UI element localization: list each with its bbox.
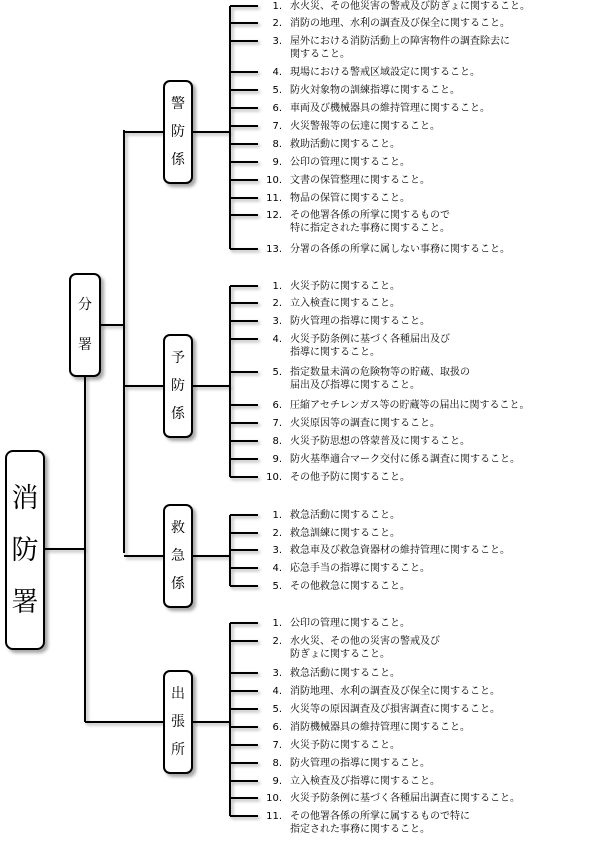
duty-item-number: 4. [272, 563, 282, 574]
section-char: 警 [171, 96, 185, 112]
duty-item-text: 火災予防に関すること。 [290, 740, 400, 751]
duty-item-text: 圧縮アセチレンガス等の貯蔵等の届出に関すること。 [290, 400, 530, 411]
duty-item-text: 指定数量未満の危険物等の貯蔵、取扱の [290, 367, 470, 378]
duty-item-text: 公印の管理に関すること。 [290, 157, 410, 168]
duty-item-number: 6. [272, 722, 282, 733]
section-char: 出 [171, 686, 185, 702]
duty-item-number: 8. [272, 139, 282, 150]
duty-item-number: 9. [272, 157, 282, 168]
section-char: 所 [171, 742, 185, 758]
duty-item-text: 特に指定された事務に関すること。 [290, 223, 450, 234]
duty-item-text: 屋外における消防活動上の障害物件の調査除去に [290, 36, 510, 47]
branch-char: 署 [78, 337, 92, 353]
section-char: 救 [171, 520, 185, 536]
duty-item-number: 4. [272, 67, 282, 78]
duty-item-number: 1. [272, 510, 282, 521]
duty-item-number: 6. [272, 400, 282, 411]
duty-item-text: 救急訓練に関すること。 [290, 528, 400, 539]
section-char: 防 [171, 378, 185, 394]
duty-item-text: 立入検査及び指導に関すること。 [290, 776, 440, 787]
duty-item-text: 指定された事務に関すること。 [290, 824, 430, 835]
duty-item-text: 救急活動に関すること。 [290, 510, 400, 521]
duty-item-text: 防火管理の指導に関すること。 [290, 316, 430, 327]
section-char: 防 [171, 124, 185, 140]
duty-item-number: 2. [272, 528, 282, 539]
duty-item-number: 7. [272, 740, 282, 751]
duty-item-text: 救急活動に関すること。 [290, 668, 400, 679]
section-char: 予 [171, 350, 185, 366]
duty-item-number: 13. [266, 244, 282, 255]
section-box-keibo [163, 80, 193, 184]
branch-char: 分 [78, 297, 92, 313]
duty-item-text: 消防地理、水利の調査及び保全に関すること。 [290, 686, 500, 697]
duty-item-number: 6. [272, 103, 282, 114]
section-char: 係 [171, 152, 185, 168]
duty-item-text: 火災警報等の伝達に関すること。 [290, 121, 440, 132]
duty-item-number: 7. [272, 418, 282, 429]
duty-item-number: 3. [272, 545, 282, 556]
duty-item-text: 車両及び機械器具の維持管理に関すること。 [290, 103, 490, 114]
duty-item-text: 防火基準適合マーク交付に係る調査に関すること。 [290, 454, 520, 465]
section-char: 急 [171, 548, 185, 564]
section-box-kyukyu [163, 504, 193, 608]
duty-item-number: 2. [272, 636, 282, 647]
section-char: 係 [171, 406, 185, 422]
duty-item-number: 10. [266, 175, 282, 186]
section-box-shutcho [163, 670, 193, 774]
duty-item-text: 指導に関すること。 [290, 347, 380, 358]
duty-item-text: 火災予防に関すること。 [290, 281, 400, 292]
duty-item-text: 救助活動に関すること。 [290, 139, 400, 150]
duty-item-number: 3. [272, 316, 282, 327]
duty-item-number: 5. [272, 581, 282, 592]
duty-item-number: 4. [272, 334, 282, 345]
duty-item-text: 消防機械器具の維持管理に関すること。 [290, 722, 470, 733]
duty-item-text: 救急車及び救急資器材の維持管理に関すること。 [290, 545, 510, 556]
duty-item-text: 公印の管理に関すること。 [290, 618, 410, 629]
duty-item-text: その他署各係の所掌に関するもので [290, 210, 450, 221]
duty-item-text: その他署各係の所掌に属するもので特に [290, 811, 470, 822]
duty-item-text: その他救急に関すること。 [290, 581, 410, 592]
duty-item-number: 5. [272, 704, 282, 715]
duty-item-text: 物品の保管に関すること。 [290, 193, 410, 204]
duty-item-text: 届出及び指導に関すること。 [290, 380, 420, 391]
duty-item-number: 1. [272, 618, 282, 629]
duty-item-number: 8. [272, 436, 282, 447]
duty-item-text: 現場における警戒区域設定に関すること。 [290, 67, 480, 78]
duty-item-text: その他予防に関すること。 [290, 472, 410, 483]
duty-item-number: 10. [266, 472, 282, 483]
duty-item-text: 水火災、その他災害の警戒及び防ぎょに関すること。 [290, 1, 530, 12]
section-char: 係 [171, 576, 185, 592]
root-box-fire-station [5, 450, 45, 650]
duty-item-text: 立入検査に関すること。 [290, 298, 400, 309]
duty-item-number: 9. [272, 776, 282, 787]
duty-item-text: 応急手当の指導に関すること。 [290, 563, 430, 574]
duty-item-number: 3. [272, 36, 282, 47]
section-char: 張 [171, 714, 185, 730]
duty-item-number: 3. [272, 668, 282, 679]
branch-box [69, 273, 101, 377]
root-char: 署 [11, 586, 39, 618]
duty-item-text: 防火対象物の訓練指導に関すること。 [290, 85, 460, 96]
duty-item-number: 1. [272, 281, 282, 292]
duty-item-number: 7. [272, 121, 282, 132]
duty-item-number: 2. [272, 18, 282, 29]
root-char: 防 [11, 534, 39, 566]
duty-item-number: 1. [272, 1, 282, 12]
duty-item-text: 火災予防条例に基づく各種届出調査に関すること。 [290, 793, 520, 804]
duty-item-text: 水火災、その他の災害の警戒及び [290, 636, 440, 647]
duty-item-text: 防ぎょに関すること。 [290, 649, 390, 660]
duty-item-number: 9. [272, 454, 282, 465]
duty-item-number: 12. [266, 210, 282, 221]
duty-item-number: 11. [266, 811, 282, 822]
root-char: 消 [11, 482, 39, 514]
duty-item-number: 2. [272, 298, 282, 309]
duty-item-number: 4. [272, 686, 282, 697]
duty-item-text: 火災等の原因調査及び損害調査に関すること。 [290, 704, 500, 715]
duty-item-number: 8. [272, 758, 282, 769]
duty-item-text: 文書の保管整理に関すること。 [290, 175, 430, 186]
duty-item-number: 11. [266, 193, 282, 204]
duty-item-text: 火災原因等の調査に関すること。 [290, 418, 440, 429]
duty-item-text: 関すること。 [290, 49, 350, 60]
duty-item-text: 火災予防思想の啓蒙普及に関すること。 [290, 436, 470, 447]
duty-item-text: 消防の地理、水利の調査及び保全に関すること。 [290, 18, 510, 29]
duty-item-text: 防火管理の指導に関すること。 [290, 758, 430, 769]
duty-item-number: 10. [266, 793, 282, 804]
duty-item-number: 5. [272, 85, 282, 96]
duty-item-number: 5. [272, 367, 282, 378]
duty-item-text: 火災予防条例に基づく各種届出及び [290, 334, 450, 345]
section-box-yobo [163, 334, 193, 438]
duty-item-text: 分署の各係の所掌に属しない事務に関すること。 [290, 244, 510, 255]
